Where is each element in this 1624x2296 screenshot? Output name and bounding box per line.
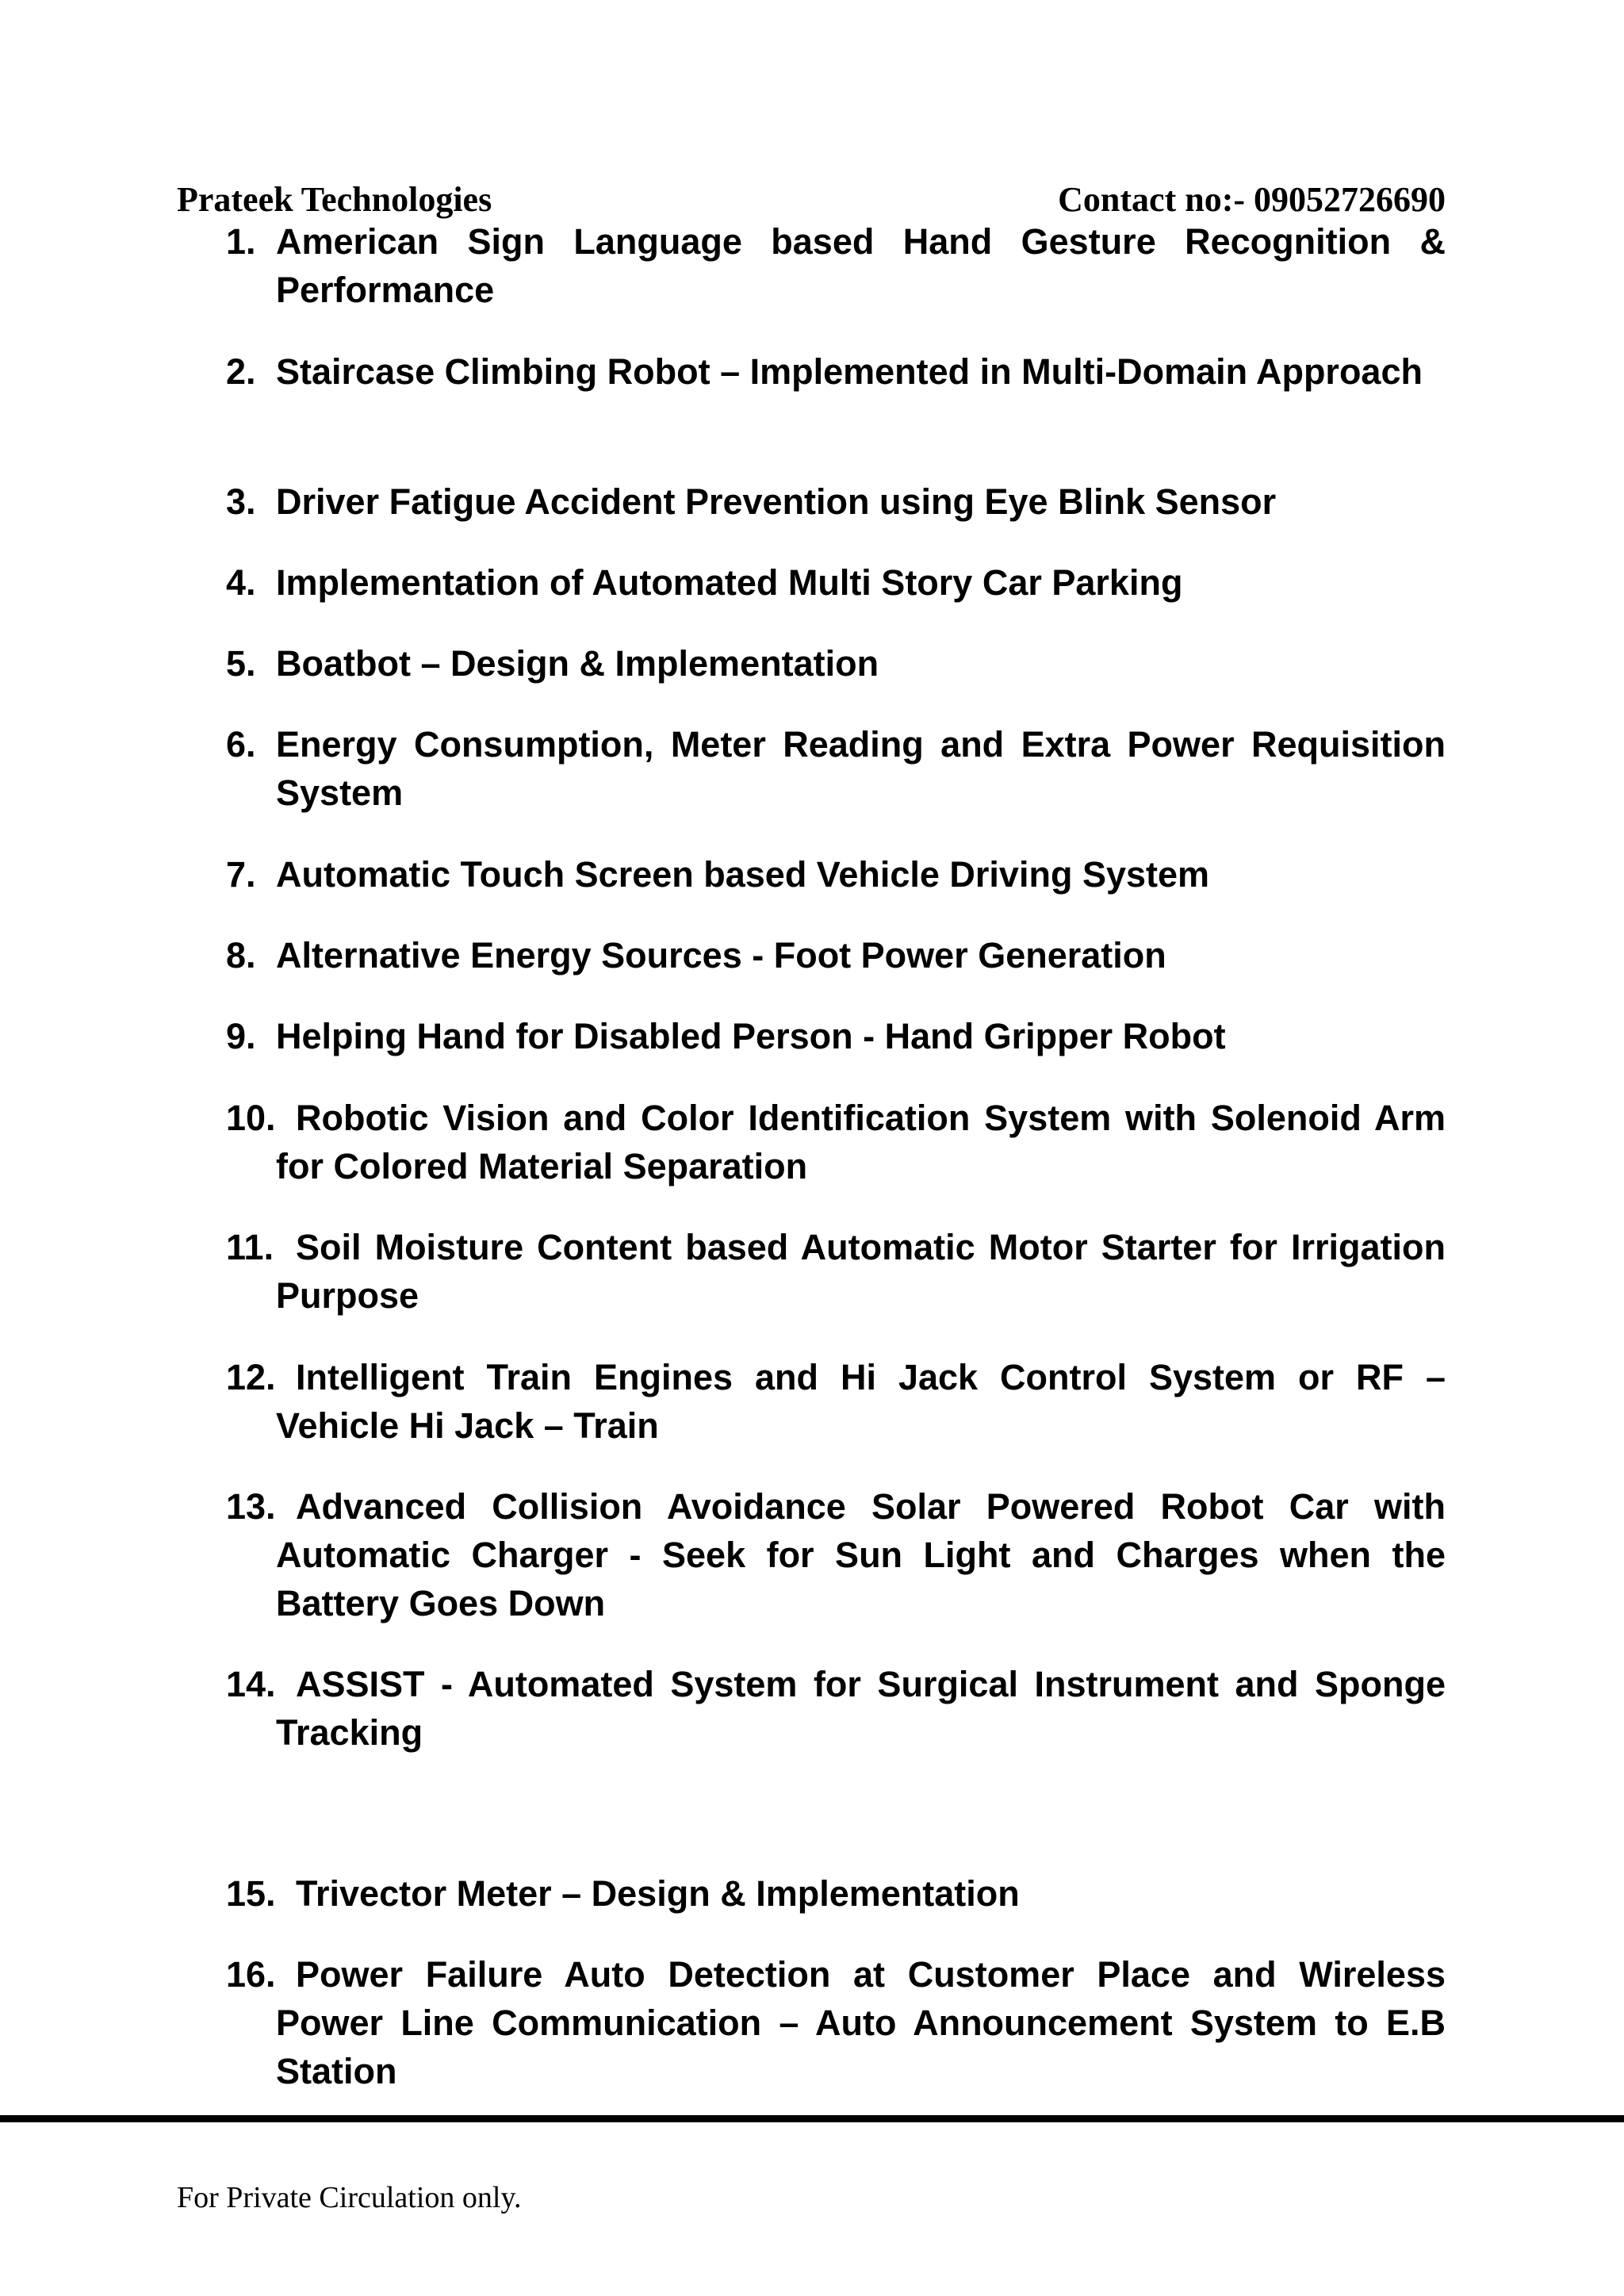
project-item-16: [226, 1950, 1446, 2095]
project-number: 7.: [226, 854, 256, 895]
project-title: Staircase Climbing Robot – Implemented in Multi-Domain Approach: [276, 351, 1423, 392]
project-number: 8.: [226, 935, 256, 976]
project-item-2: [226, 347, 1446, 396]
project-title: Alternative Energy Sources - Foot Power Generation: [276, 935, 1166, 976]
project-item-15: [226, 1869, 1446, 1918]
project-title: Implementation of Automated Multi Story Car Parking: [276, 562, 1183, 603]
project-title: Automatic Touch Screen based Vehicle Driving System: [276, 854, 1210, 895]
contact-number: Contact no:- 09052726690: [1058, 180, 1446, 219]
project-title: Energy Consumption, Meter Reading and Extra Power Requisition System: [276, 724, 1446, 813]
project-number: 2.: [226, 351, 256, 392]
project-item-8: [226, 931, 1446, 979]
company-name: Prateek Technologies: [177, 180, 492, 219]
project-title: Trivector Meter – Design & Implementation: [296, 1873, 1020, 1914]
project-number: 6.: [226, 724, 256, 765]
project-number: 5.: [226, 643, 256, 684]
project-item-4: [226, 558, 1446, 607]
project-title: Power Failure Auto Detection at Customer Place and Wireless Power Line Communication – Auto Announcement System to E.B Station: [276, 1954, 1446, 2091]
project-title: Driver Fatigue Accident Prevention using Eye Blink Sensor: [276, 481, 1277, 522]
project-item-6: [226, 720, 1446, 817]
project-item-12: [226, 1353, 1446, 1450]
project-title: Robotic Vision and Color Identification System with Solenoid Arm for Colored Material Separation: [276, 1098, 1446, 1186]
project-title: Advanced Collision Avoidance Solar Powered Robot Car with Automatic Charger - Seek for Sun Light and Charges when the Battery Goes Down: [276, 1486, 1446, 1623]
footer-divider: [0, 2115, 1624, 2122]
project-title: Soil Moisture Content based Automatic Motor Starter for Irrigation Purpose: [276, 1227, 1446, 1316]
project-title: Helping Hand for Disabled Person - Hand Gripper Robot: [276, 1016, 1226, 1056]
project-title: American Sign Language based Hand Gesture Recognition & Performance: [276, 221, 1446, 310]
project-item-1: [226, 217, 1446, 314]
project-number: 10.: [226, 1098, 276, 1138]
project-number: 11.: [226, 1227, 274, 1267]
project-item-13: [226, 1482, 1446, 1627]
project-item-11: [226, 1223, 1446, 1320]
project-number: 4.: [226, 562, 256, 603]
project-number: 13.: [226, 1486, 276, 1527]
project-item-7: [226, 850, 1446, 899]
project-title: Boatbot – Design & Implementation: [276, 643, 879, 684]
project-number: 14.: [226, 1664, 276, 1704]
project-title: Intelligent Train Engines and Hi Jack Control System or RF – Vehicle Hi Jack – Train: [276, 1357, 1446, 1446]
project-number: 3.: [226, 481, 256, 522]
project-item-10: [226, 1094, 1446, 1190]
project-number: 12.: [226, 1357, 276, 1397]
project-number: 9.: [226, 1016, 256, 1056]
project-item-14: [226, 1660, 1446, 1757]
project-item-5: [226, 639, 1446, 688]
project-item-3: [226, 477, 1446, 526]
footer-note: For Private Circulation only.: [177, 2181, 522, 2214]
project-number: 1.: [226, 221, 256, 262]
project-item-9: [226, 1012, 1446, 1060]
project-number: 15.: [226, 1873, 276, 1914]
project-number: 16.: [226, 1954, 276, 1995]
project-title: ASSIST - Automated System for Surgical Instrument and Sponge Tracking: [276, 1664, 1446, 1753]
